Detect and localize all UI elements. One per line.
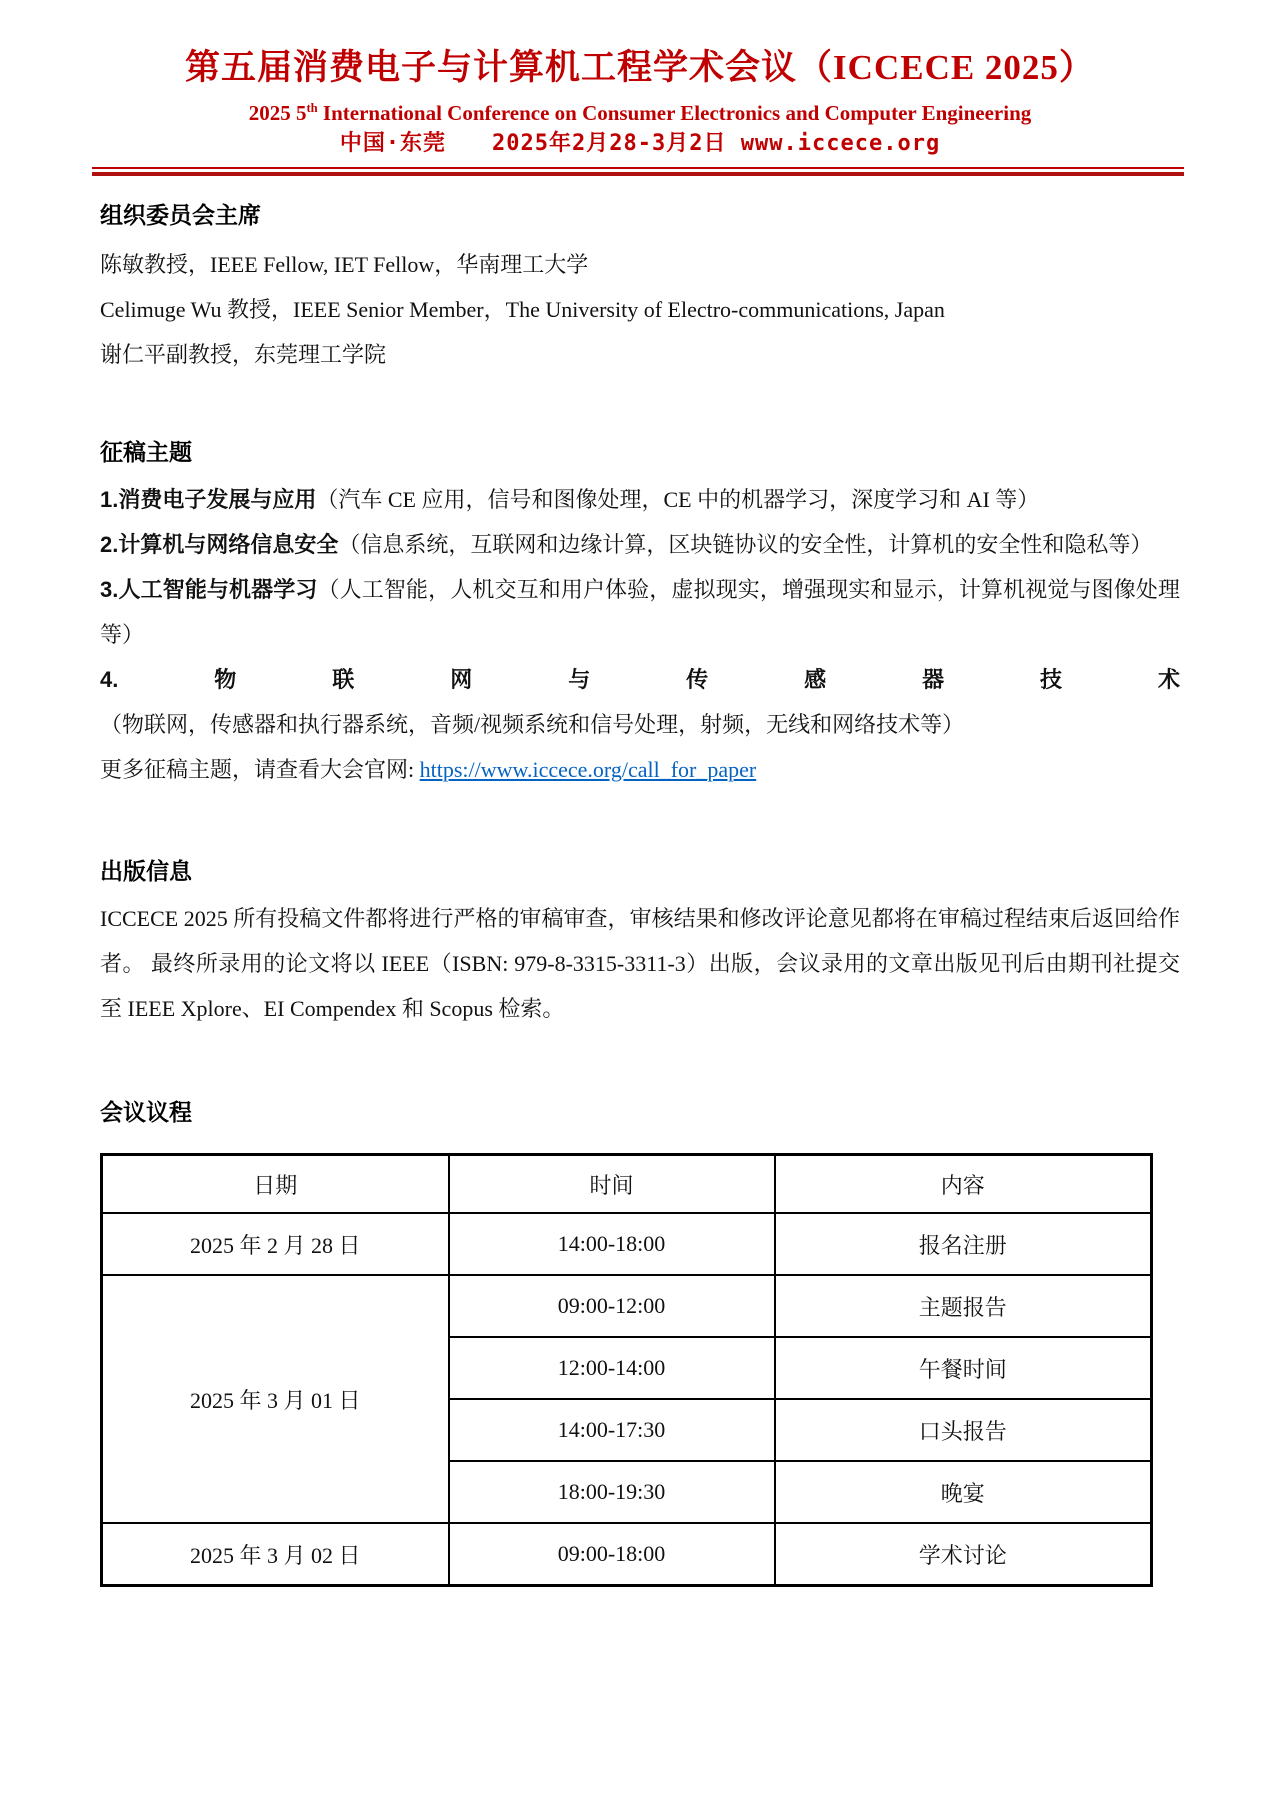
topic-detail: （物联网，传感器和执行器系统，音频/视频系统和信号处理，射频，无线和网络技术等） xyxy=(100,712,965,737)
section-heading-committee: 组织委员会主席 xyxy=(100,202,261,228)
section-heading-publication: 出版信息 xyxy=(100,858,192,884)
agenda-content-cell: 主题报告 xyxy=(775,1275,1152,1337)
committee-member: 陈敏教授，IEEE Fellow, IET Fellow，华南理工大学 xyxy=(100,252,589,277)
topic-item xyxy=(100,567,1180,657)
topic-detail: （信息系统，互联网和边缘计算，区块链协议的安全性，计算机的安全性和隐私等） xyxy=(338,532,1153,557)
agenda-date-cell: 2025 年 2 月 28 日 xyxy=(102,1213,449,1275)
committee-member: Celimuge Wu 教授，IEEE Senior Member，The University of Electro-communications, Japan xyxy=(100,297,945,322)
agenda-row xyxy=(102,1213,1152,1275)
agenda-col-content: 内容 xyxy=(775,1155,1152,1214)
agenda-col-time: 时间 xyxy=(449,1155,775,1214)
agenda-content-cell: 口头报告 xyxy=(775,1399,1152,1461)
red-divider-rule xyxy=(92,167,1184,176)
committee-member: 谢仁平副教授，东莞理工学院 xyxy=(100,342,387,367)
agenda-header-row xyxy=(102,1155,1152,1214)
venue-date-line: 中国·东莞 2025年2月28-3月2日 www.iccece.org xyxy=(339,131,941,156)
conference-title-en xyxy=(100,94,1180,127)
topic-item xyxy=(100,657,1180,747)
topics-list xyxy=(100,477,1180,792)
topic-title: 2.计算机与网络信息安全 xyxy=(100,532,339,557)
agenda-time-cell: 09:00-12:00 xyxy=(449,1275,775,1337)
title-en-ordinal-sup: th xyxy=(306,101,318,115)
agenda-content-cell: 午餐时间 xyxy=(775,1337,1152,1399)
more-topics-prefix: 更多征稿主题，请查看大会官网: xyxy=(100,757,420,782)
agenda-content-cell: 学术讨论 xyxy=(775,1523,1152,1586)
topic-detail: （汽车 CE 应用，信号和图像处理，CE 中的机器学习，深度学习和 AI 等） xyxy=(316,487,1040,512)
agenda-content-cell: 报名注册 xyxy=(775,1213,1152,1275)
call-for-paper-link[interactable]: https://www.iccece.org/call_for_paper xyxy=(419,757,757,782)
agenda-date-cell: 2025 年 3 月 01 日 xyxy=(102,1275,449,1523)
letterhead xyxy=(100,46,1180,159)
agenda-time-cell: 14:00-18:00 xyxy=(449,1213,775,1275)
title-en-rest: International Conference on Consumer Electronics and Computer Engineering xyxy=(317,101,1032,125)
section-heading-topics: 征稿主题 xyxy=(100,439,192,465)
agenda-row xyxy=(102,1523,1152,1586)
more-topics-line xyxy=(100,747,1180,792)
publication-paragraph: ICCECE 2025 所有投稿文件都将进行严格的审稿审查，审核结果和修改评论意见都将在审稿过程结束后返回给作者。 最终所录用的论文将以 IEEE（ISBN: 979-8-3315-3311-3）出版，会议录用的文章出版见刊后由期刊社提交至 IEEE Xplore、EI Compendex 和 Scopus 检索。 xyxy=(100,906,1180,1021)
topic-detail: （人工智能，人机交互和用户体验，虚拟现实，增强现实和显示，计算机视觉与图像处理等） xyxy=(100,577,1180,647)
agenda-col-date: 日期 xyxy=(102,1155,449,1214)
conference-title-cn: 第五届消费电子与计算机工程学术会议（ICCECE 2025） xyxy=(185,48,1095,87)
topic-title: 1.消费电子发展与应用 xyxy=(100,487,317,512)
agenda-date-cell: 2025 年 3 月 02 日 xyxy=(102,1523,449,1586)
agenda-time-cell: 12:00-14:00 xyxy=(449,1337,775,1399)
topic-item xyxy=(100,477,1180,522)
topic-item xyxy=(100,522,1180,567)
agenda-table xyxy=(100,1153,1153,1587)
agenda-time-cell: 09:00-18:00 xyxy=(449,1523,775,1586)
agenda-time-cell: 14:00-17:30 xyxy=(449,1399,775,1461)
agenda-content-cell: 晚宴 xyxy=(775,1461,1152,1523)
agenda-time-cell: 18:00-19:30 xyxy=(449,1461,775,1523)
topic-title: 4.物联网与传感器技术 xyxy=(100,667,1180,692)
title-en-prefix: 2025 5 xyxy=(248,101,307,125)
committee-list xyxy=(100,242,1180,377)
agenda-row xyxy=(102,1275,1152,1337)
section-heading-agenda: 会议议程 xyxy=(100,1099,192,1125)
topic-title: 3.人工智能与机器学习 xyxy=(100,577,318,602)
